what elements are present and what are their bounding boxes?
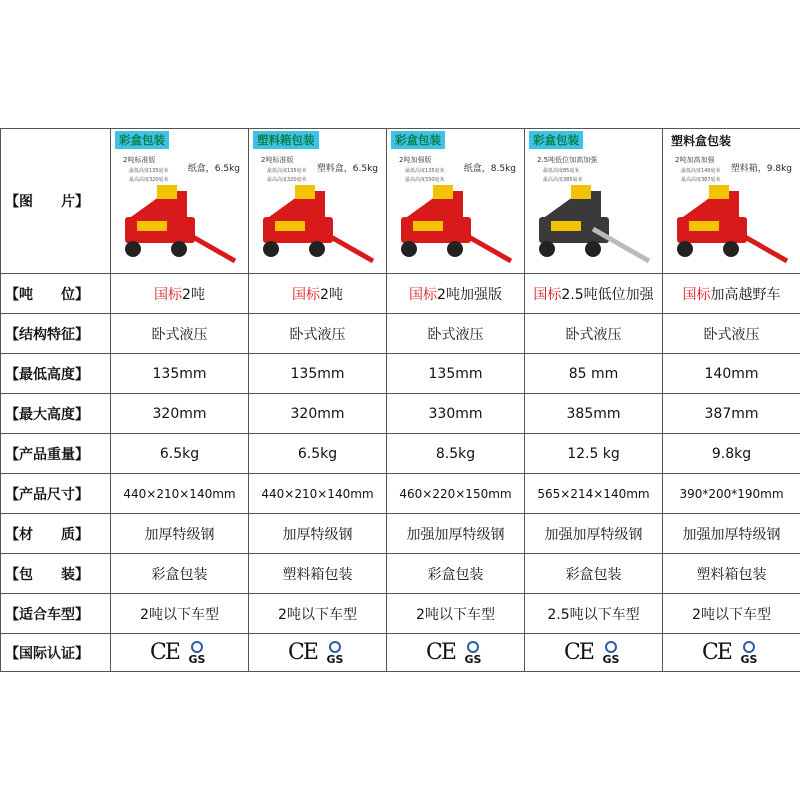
svg-text:GS: GS — [326, 652, 344, 665]
image-specs: 最低高度85毫米 最高高度385毫米 — [543, 168, 583, 183]
image-caption: 2.5吨低位加高加强 — [537, 156, 598, 164]
material-cell: 加强加厚特级钢 — [525, 514, 663, 554]
min_height-cell: 135mm — [249, 354, 387, 394]
row-image — [1, 129, 800, 274]
image-specs: 最低高度135毫米 最高高度320毫米 — [129, 168, 169, 183]
row-label-packing: 【包 装】 — [1, 554, 111, 594]
row-max_height — [1, 394, 800, 434]
standard-prefix: 国标 — [533, 286, 562, 303]
tonnage-cell — [525, 274, 663, 314]
size-cell: 440×210×140mm — [111, 474, 249, 514]
row-packing — [1, 554, 800, 594]
svg-text:GS: GS — [740, 652, 758, 665]
structure-cell: 卧式液压 — [387, 314, 525, 354]
standard-prefix: 国标 — [409, 286, 438, 303]
structure-cell: 卧式液压 — [249, 314, 387, 354]
size-cell: 460×220×150mm — [387, 474, 525, 514]
tonnage-value: 加高越野车 — [710, 286, 781, 303]
image-caption: 2吨加强版 — [399, 156, 432, 164]
tonnage-value: 2吨加强版 — [437, 286, 502, 303]
weight-cell: 6.5kg — [249, 434, 387, 474]
row-label-image: 【图 片】 — [1, 129, 111, 274]
standard-prefix: 国标 — [682, 286, 711, 303]
row-label-structure: 【结构特征】 — [1, 314, 111, 354]
row-label-weight: 【产品重量】 — [1, 434, 111, 474]
cert-cell — [111, 634, 249, 672]
image-caption: 2吨标准版 — [261, 156, 294, 164]
image-weight-tag: 纸盒，8.5kg — [463, 164, 516, 174]
image-weight-tag: 塑料盒，6.5kg — [316, 164, 378, 174]
floor-jack-image — [531, 177, 651, 267]
packing-cell: 彩盒包装 — [111, 554, 249, 594]
image-cell — [249, 129, 387, 274]
row-label-material: 【材 质】 — [1, 514, 111, 554]
ce-mark-icon: CE — [426, 640, 455, 665]
weight-cell: 8.5kg — [387, 434, 525, 474]
row-label-max_height: 【最大高度】 — [1, 394, 111, 434]
image-caption: 2吨加高加强 — [675, 156, 715, 164]
image-weight-tag: 塑料箱，9.8kg — [730, 164, 792, 174]
ce-mark-icon: CE — [564, 640, 593, 665]
cert-cell — [525, 634, 663, 672]
weight-cell: 12.5 kg — [525, 434, 663, 474]
structure-cell: 卧式液压 — [525, 314, 663, 354]
tonnage-cell — [249, 274, 387, 314]
row-cert — [1, 634, 800, 672]
ce-mark-icon: CE — [150, 640, 179, 665]
row-structure — [1, 314, 800, 354]
packing-badge: 塑料箱包装 — [253, 131, 319, 149]
structure-cell: 卧式液压 — [111, 314, 249, 354]
image-cell — [111, 129, 249, 274]
floor-jack-image — [117, 177, 237, 267]
row-size — [1, 474, 800, 514]
vehicle-cell: 2吨以下车型 — [387, 594, 525, 634]
max_height-cell: 387mm — [663, 394, 800, 434]
size-cell: 390*200*190mm — [663, 474, 800, 514]
min_height-cell: 135mm — [111, 354, 249, 394]
tonnage-value: 2.5吨低位加强 — [561, 286, 654, 303]
image-caption: 2吨标准版 — [123, 156, 156, 164]
cert-cell — [663, 634, 800, 672]
gs-mark-icon — [737, 641, 761, 665]
floor-jack-image — [669, 177, 789, 267]
material-cell: 加厚特级钢 — [111, 514, 249, 554]
floor-jack-image — [393, 177, 513, 267]
standard-prefix: 国标 — [292, 286, 321, 303]
gs-mark-icon — [323, 641, 347, 665]
row-label-size: 【产品尺寸】 — [1, 474, 111, 514]
size-cell: 440×210×140mm — [249, 474, 387, 514]
packing-cell: 彩盒包装 — [387, 554, 525, 594]
ce-mark-icon: CE — [702, 640, 731, 665]
gs-mark-icon — [461, 641, 485, 665]
cert-cell — [249, 634, 387, 672]
row-material — [1, 514, 800, 554]
image-cell — [663, 129, 800, 274]
tonnage-cell — [111, 274, 249, 314]
image-specs: 最低高度135毫米 最高高度320毫米 — [267, 168, 307, 183]
svg-text:GS: GS — [464, 652, 482, 665]
vehicle-cell: 2吨以下车型 — [111, 594, 249, 634]
vehicle-cell: 2吨以下车型 — [663, 594, 800, 634]
max_height-cell: 320mm — [111, 394, 249, 434]
weight-cell: 6.5kg — [111, 434, 249, 474]
tonnage-cell — [387, 274, 525, 314]
row-min_height — [1, 354, 800, 394]
row-vehicle — [1, 594, 800, 634]
weight-cell: 9.8kg — [663, 434, 800, 474]
vehicle-cell: 2吨以下车型 — [249, 594, 387, 634]
floor-jack-image — [255, 177, 375, 267]
row-label-tonnage: 【吨 位】 — [1, 274, 111, 314]
ce-mark-icon: CE — [288, 640, 317, 665]
svg-text:GS: GS — [188, 652, 206, 665]
gs-mark-icon — [599, 641, 623, 665]
vehicle-cell: 2.5吨以下车型 — [525, 594, 663, 634]
size-cell: 565×214×140mm — [525, 474, 663, 514]
material-cell: 加厚特级钢 — [249, 514, 387, 554]
tonnage-value: 2吨 — [182, 286, 205, 303]
min_height-cell: 140mm — [663, 354, 800, 394]
svg-text:GS: GS — [602, 652, 620, 665]
spec-comparison-table — [0, 128, 800, 672]
min_height-cell: 85 mm — [525, 354, 663, 394]
image-cell — [525, 129, 663, 274]
material-cell: 加强加厚特级钢 — [387, 514, 525, 554]
tonnage-value: 2吨 — [320, 286, 343, 303]
structure-cell: 卧式液压 — [663, 314, 800, 354]
packing-cell: 彩盒包装 — [525, 554, 663, 594]
min_height-cell: 135mm — [387, 354, 525, 394]
image-specs: 最低高度140毫米 最高高度387毫米 — [681, 168, 721, 183]
packing-badge: 塑料盒包装 — [671, 134, 732, 148]
material-cell: 加强加厚特级钢 — [663, 514, 800, 554]
packing-badge: 彩盒包装 — [115, 131, 169, 149]
cert-cell — [387, 634, 525, 672]
standard-prefix: 国标 — [154, 286, 183, 303]
max_height-cell: 330mm — [387, 394, 525, 434]
row-tonnage — [1, 274, 800, 314]
row-label-vehicle: 【适合车型】 — [1, 594, 111, 634]
gs-mark-icon — [185, 641, 209, 665]
packing-cell: 塑料箱包装 — [249, 554, 387, 594]
image-specs: 最低高度135毫米 最高高度330毫米 — [405, 168, 445, 183]
max_height-cell: 320mm — [249, 394, 387, 434]
max_height-cell: 385mm — [525, 394, 663, 434]
row-weight — [1, 434, 800, 474]
image-cell — [387, 129, 525, 274]
packing-badge: 彩盒包装 — [529, 131, 583, 149]
packing-cell: 塑料箱包装 — [663, 554, 800, 594]
row-label-cert: 【国际认证】 — [1, 634, 111, 672]
image-weight-tag: 纸盒，6.5kg — [187, 164, 240, 174]
tonnage-cell — [663, 274, 800, 314]
row-label-min_height: 【最低高度】 — [1, 354, 111, 394]
packing-badge: 彩盒包装 — [391, 131, 445, 149]
